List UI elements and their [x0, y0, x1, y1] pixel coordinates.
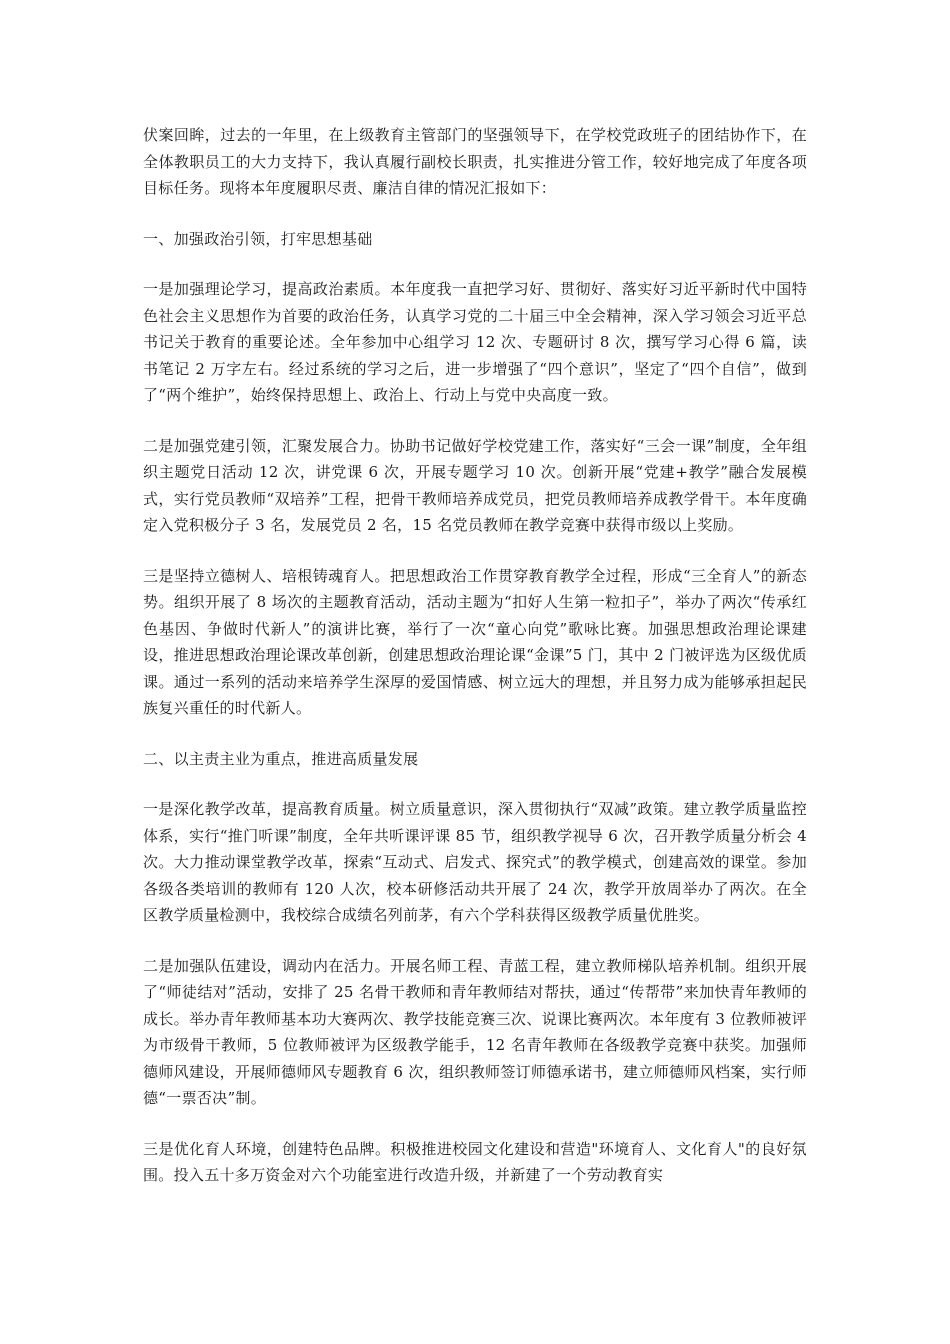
- section2-paragraph-2: 二是加强队伍建设，调动内在活力。开展名师工程、青蓝工程，建立教师梯队培养机制。组织开展了“师徒结对”活动，安排了 25 名骨干教师和青年教师结对帮扶，通过“传帮带”来加快青年教师的成长。举办青年教师基本功大赛两次、教学技能竞赛三次、说课比赛两次。本年度有 3 位教师被评为市级骨干教师，5 位教师被评为区级教学能手，12 名青年教师在各级教学竞赛中获奖。加强师德师风建设，开展师德师风专题教育 6 次，组织教师签订师德承诺书，建立师德师风档案，实行师德“一票否决”制。: [143, 956, 807, 1107]
- document-page: [143, 122, 807, 1213]
- section2-paragraph-1: 一是深化教学改革，提高教育质量。树立质量意识，深入贯彻执行“双减”政策。建立教学质量监控体系，实行“推门听课”制度，全年共听课评课 85 节，组织教学视导 6 次，召开教学质量分析会 4 次。大力推动课堂教学改革，探索“互动式、启发式、探究式”的教学模式，创建高效的课堂。参加各级各类培训的教师有 120 人次，校本研修活动共开展了 24 次，教学开放周举办了两次。在全区教学质量检测中，我校综合成绩名列前茅，有六个学科获得区级教学质量优胜奖。: [143, 800, 807, 924]
- section1-paragraph-3: 三是坚持立德树人、培根铸魂育人。把思想政治工作贯穿教育教学全过程，形成“三全育人”的新态势。组织开展了 8 场次的主题教育活动，活动主题为“扣好人生第一粒扣子”，举办了两次“传承红色基因、争做时代新人”的演讲比赛，举行了一次“童心向党”歌咏比赛。加强思想政治理论课建设，推进思想政治理论课改革创新，创建思想政治理论课“金课”5 门，其中 2 门被评选为区级优质课。通过一系列的活动来培养学生深厚的爱国情感、树立远大的理想，并且努力成为能够承担起民族复兴重任的时代新人。: [143, 566, 807, 717]
- section-heading-2: 二、以主责主业为重点，推进高质量发展: [143, 749, 419, 768]
- section2-paragraph-3: 三是优化育人环境，创建特色品牌。积极推进校园文化建设和营造"环境育人、文化育人"的良好氛围。投入五十多万资金对六个功能室进行改造升级，并新建了一个劳动教育实: [143, 1139, 807, 1184]
- intro-paragraph: 伏案回眸，过去的一年里，在上级教育主管部门的坚强领导下，在学校党政班子的团结协作下，在全体教职员工的大力支持下，我认真履行副校长职责，扎实推进分管工作，较好地完成了年度各项目标任务。现将本年度履职尽责、廉洁自律的情况汇报如下：: [143, 126, 807, 197]
- section1-paragraph-1: 一是加强理论学习，提高政治素质。本年度我一直把学习好、贯彻好、落实好习近平新时代中国特色社会主义思想作为首要的政治任务，认真学习党的二十届三中全会精神，深入学习领会习近平总书记关于教育的重要论述。全年参加中心组学习 12 次、专题研讨 8 次，撰写学习心得 6 篇，读书笔记 2 万字左右。经过系统的学习之后，进一步增强了“四个意识”，坚定了“四个自信”，做到了“两个维护”，始终保持思想上、政治上、行动上与党中央高度一致。: [143, 280, 807, 404]
- section1-paragraph-2: 二是加强党建引领，汇聚发展合力。协助书记做好学校党建工作，落实好“三会一课”制度，全年组织主题党日活动 12 次，讲党课 6 次，开展专题学习 10 次。创新开展“党建+教学”融合发展模式，实行党员教师“双培养”工程，把骨干教师培养成党员，把党员教师培养成教学骨干。本年度确定入党积极分子 3 名，发展党员 2 名，15 名党员教师在教学竞赛中获得市级以上奖励。: [143, 436, 807, 534]
- section-heading-1: 一、加强政治引领，打牢思想基础: [143, 229, 373, 248]
